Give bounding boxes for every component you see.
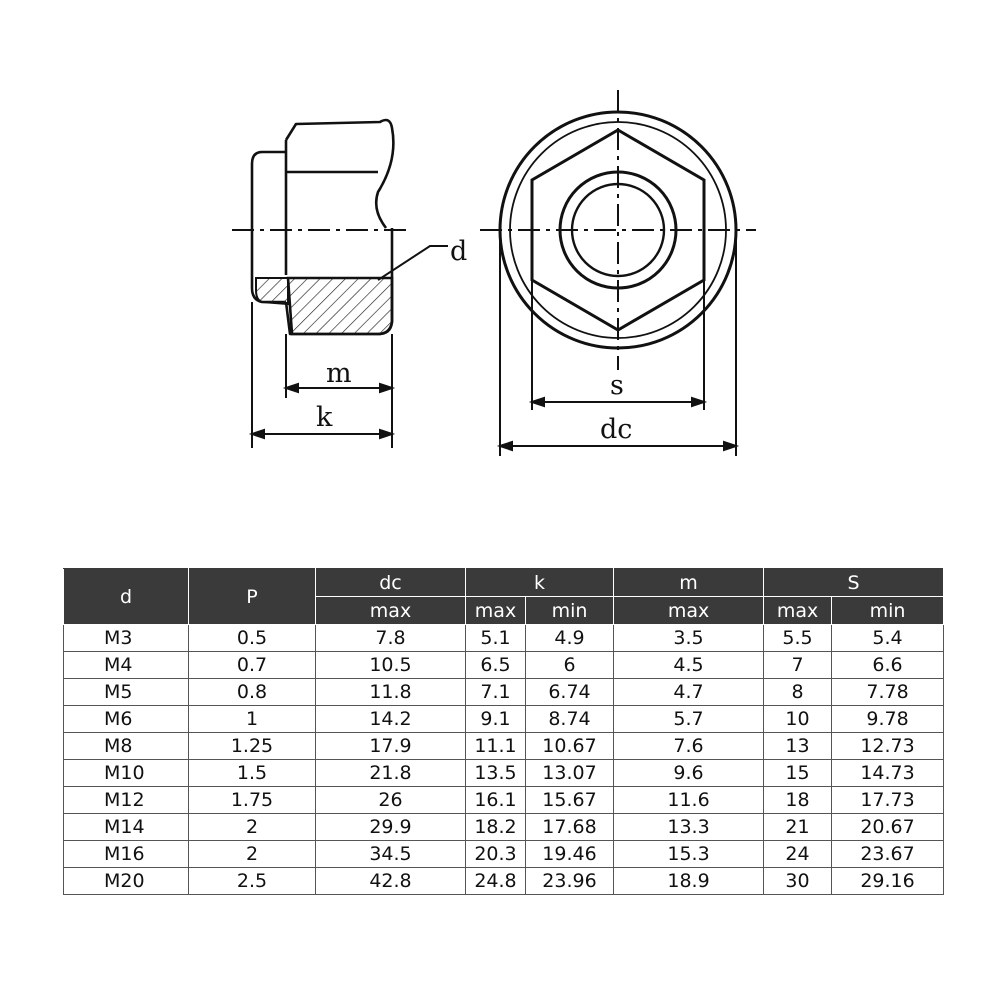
label-k: k [316, 402, 333, 433]
cell-dc: 17.9 [316, 733, 466, 760]
cell-s-min: 14.73 [832, 760, 944, 787]
cell-k-min: 23.96 [526, 868, 614, 895]
cell-k-max: 7.1 [466, 679, 526, 706]
cell-m: 4.7 [614, 679, 764, 706]
cell-k-max: 6.5 [466, 652, 526, 679]
cell-m: 9.6 [614, 760, 764, 787]
cell-p: 0.7 [189, 652, 316, 679]
cell-s-max: 21 [764, 814, 832, 841]
subheader-dc-max: max [316, 597, 466, 625]
cell-m: 13.3 [614, 814, 764, 841]
cell-k-min: 4.9 [526, 625, 614, 652]
cell-s-max: 7 [764, 652, 832, 679]
header-dc: dc [316, 569, 466, 597]
header-m: m [614, 569, 764, 597]
cell-k-max: 20.3 [466, 841, 526, 868]
cell-dc: 21.8 [316, 760, 466, 787]
cell-s-max: 10 [764, 706, 832, 733]
subheader-m-max: max [614, 597, 764, 625]
table-row [64, 841, 944, 868]
cell-p: 1.75 [189, 787, 316, 814]
cell-d: M20 [64, 868, 189, 895]
cell-m: 18.9 [614, 868, 764, 895]
cell-s-min: 9.78 [832, 706, 944, 733]
label-m: m [326, 358, 352, 389]
cell-k-min: 6 [526, 652, 614, 679]
cell-dc: 42.8 [316, 868, 466, 895]
table-row [64, 679, 944, 706]
cell-dc: 10.5 [316, 652, 466, 679]
cell-d: M10 [64, 760, 189, 787]
cell-dc: 34.5 [316, 841, 466, 868]
cell-d: M6 [64, 706, 189, 733]
table-row [64, 733, 944, 760]
cell-s-max: 13 [764, 733, 832, 760]
table-row [64, 787, 944, 814]
subheader-s-max: max [764, 597, 832, 625]
cell-s-min: 5.4 [832, 625, 944, 652]
cell-k-max: 24.8 [466, 868, 526, 895]
cell-s-min: 17.73 [832, 787, 944, 814]
cell-m: 7.6 [614, 733, 764, 760]
cell-dc: 29.9 [316, 814, 466, 841]
d-leader [378, 246, 448, 280]
cell-p: 1.25 [189, 733, 316, 760]
cell-d: M5 [64, 679, 189, 706]
cell-s-max: 18 [764, 787, 832, 814]
subheader-k-max: max [466, 597, 526, 625]
cell-k-min: 8.74 [526, 706, 614, 733]
cell-k-min: 19.46 [526, 841, 614, 868]
cell-dc: 11.8 [316, 679, 466, 706]
cell-m: 11.6 [614, 787, 764, 814]
label-d: d [450, 236, 468, 267]
cell-k-min: 10.67 [526, 733, 614, 760]
cell-d: M8 [64, 733, 189, 760]
subheader-k-min: min [526, 597, 614, 625]
cell-s-min: 20.67 [832, 814, 944, 841]
cell-p: 1.5 [189, 760, 316, 787]
cell-k-max: 5.1 [466, 625, 526, 652]
cell-d: M4 [64, 652, 189, 679]
cell-m: 3.5 [614, 625, 764, 652]
table-row [64, 868, 944, 895]
cell-k-max: 13.5 [466, 760, 526, 787]
label-s: s [610, 370, 624, 401]
cell-p: 1 [189, 706, 316, 733]
cell-k-max: 16.1 [466, 787, 526, 814]
header-s: S [764, 569, 944, 597]
top-centerlines [480, 90, 756, 370]
table-row [64, 814, 944, 841]
cell-d: M14 [64, 814, 189, 841]
table-row [64, 706, 944, 733]
header-d: d [64, 569, 189, 625]
cell-s-min: 12.73 [832, 733, 944, 760]
dimension-table [63, 568, 944, 895]
header-p: P [189, 569, 316, 625]
cell-s-min: 6.6 [832, 652, 944, 679]
table-row [64, 652, 944, 679]
cell-p: 2 [189, 814, 316, 841]
cell-s-max: 5.5 [764, 625, 832, 652]
cell-dc: 7.8 [316, 625, 466, 652]
cell-s-max: 24 [764, 841, 832, 868]
cell-p: 0.5 [189, 625, 316, 652]
cell-s-min: 29.16 [832, 868, 944, 895]
cell-d: M12 [64, 787, 189, 814]
cell-m: 4.5 [614, 652, 764, 679]
hatched-section [288, 278, 392, 334]
cell-s-max: 30 [764, 868, 832, 895]
cell-dc: 14.2 [316, 706, 466, 733]
cell-k-min: 13.07 [526, 760, 614, 787]
cell-d: M16 [64, 841, 189, 868]
table-body [64, 625, 944, 895]
cell-p: 2 [189, 841, 316, 868]
cell-k-max: 18.2 [466, 814, 526, 841]
cell-s-min: 7.78 [832, 679, 944, 706]
table-row [64, 625, 944, 652]
cell-d: M3 [64, 625, 189, 652]
cell-k-max: 9.1 [466, 706, 526, 733]
cell-m: 5.7 [614, 706, 764, 733]
cell-k-min: 6.74 [526, 679, 614, 706]
cell-p: 2.5 [189, 868, 316, 895]
label-dc: dc [600, 414, 633, 445]
cell-s-max: 8 [764, 679, 832, 706]
cell-dc: 26 [316, 787, 466, 814]
cell-p: 0.8 [189, 679, 316, 706]
table-row [64, 760, 944, 787]
cell-k-min: 17.68 [526, 814, 614, 841]
insert-section [256, 278, 288, 304]
cell-k-min: 15.67 [526, 787, 614, 814]
header-k: k [466, 569, 614, 597]
subheader-s-min: min [832, 597, 944, 625]
cell-s-min: 23.67 [832, 841, 944, 868]
cell-m: 15.3 [614, 841, 764, 868]
cell-s-max: 15 [764, 760, 832, 787]
cell-k-max: 11.1 [466, 733, 526, 760]
